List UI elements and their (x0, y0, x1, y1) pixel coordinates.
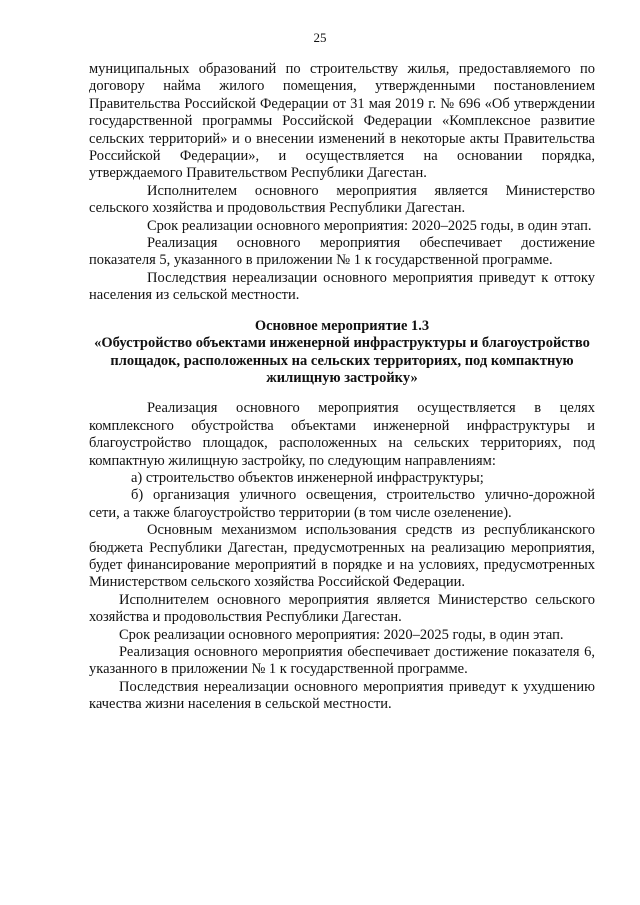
paragraph-indicator: Реализация основного мероприятия обеспечивает достижение показателя 5, указанного в приложении № 1 к государственной программе. (89, 235, 595, 269)
section-gap (89, 387, 595, 400)
page-number: 25 (313, 30, 327, 45)
paragraph-purpose: Реализация основного мероприятия осуществляется в целях комплексного обустройства объектами инженерной инфраструктуры и благоустройство площадок, расположенных на сельских территориях, под компактную жилищную застройку, по следующим направлениям: (89, 400, 595, 469)
paragraph-executor: Исполнителем основного мероприятия является Министерство сельского хозяйства и продовольствия Республики Дагестан. (89, 182, 595, 217)
paragraph-timeline: Срок реализации основного мероприятия: 2020–2025 годы, в один этап. (119, 626, 564, 643)
section-gap (89, 305, 595, 318)
paragraph-mechanism: Основным механизмом использования средств из республиканского бюджета Республики Дагестан, предусмотренных на реализацию мероприятия, будет финансирование мероприятий в порядке и на условиях, предусмотренных Министерством сельского хозяйства Российской Федерации. (89, 522, 595, 591)
paragraph-continuation: муниципальных образований по строительству жилья, предоставляемого по договору найма жилого помещения, утвержденными постановлением Правительства Российской Федерации от 31 мая 2019 г. № 696 «Об утверждении государственной программы Российской Федерации «Комплексное развитие сельских территорий» и о внесении изменений в некоторые акты Правительства Российской Федерации», и осуществляется на основании порядка, утверждаемого Правительством Республики Дагестан. (89, 61, 595, 182)
list-item-a: а) строительство объектов инженерной инфраструктуры; (131, 469, 484, 486)
paragraph-consequences: Последствия нереализации основного мероприятия приведут к ухудшению качества жизни населения в сельской местности. (89, 678, 595, 713)
list-item-b: б) организация уличного освещения, строительство улично-дорожной сети, а также благоустройство территории (в том числе озеленение). (89, 487, 595, 521)
section-heading: Основное мероприятие 1.3 (254, 317, 430, 334)
paragraph-timeline: Срок реализации основного мероприятия: 2020–2025 годы, в один этап. (147, 217, 592, 234)
paragraph-indicator: Реализация основного мероприятия обеспечивает достижение показателя 6, указанного в приложении № 1 к государственной программе. (89, 644, 595, 678)
paragraph-executor: Исполнителем основного мероприятия является Министерство сельского хозяйства и продовольствия Республики Дагестан. (89, 591, 595, 626)
section-subheading: «Обустройство объектами инженерной инфраструктуры и благоустройство площадок, расположенных на сельских территориях, под компактную жилищную застройку» (94, 335, 590, 386)
document-body (89, 61, 595, 714)
paragraph-consequences: Последствия нереализации основного мероприятия приведут к оттоку населения из сельской местности. (89, 269, 595, 304)
